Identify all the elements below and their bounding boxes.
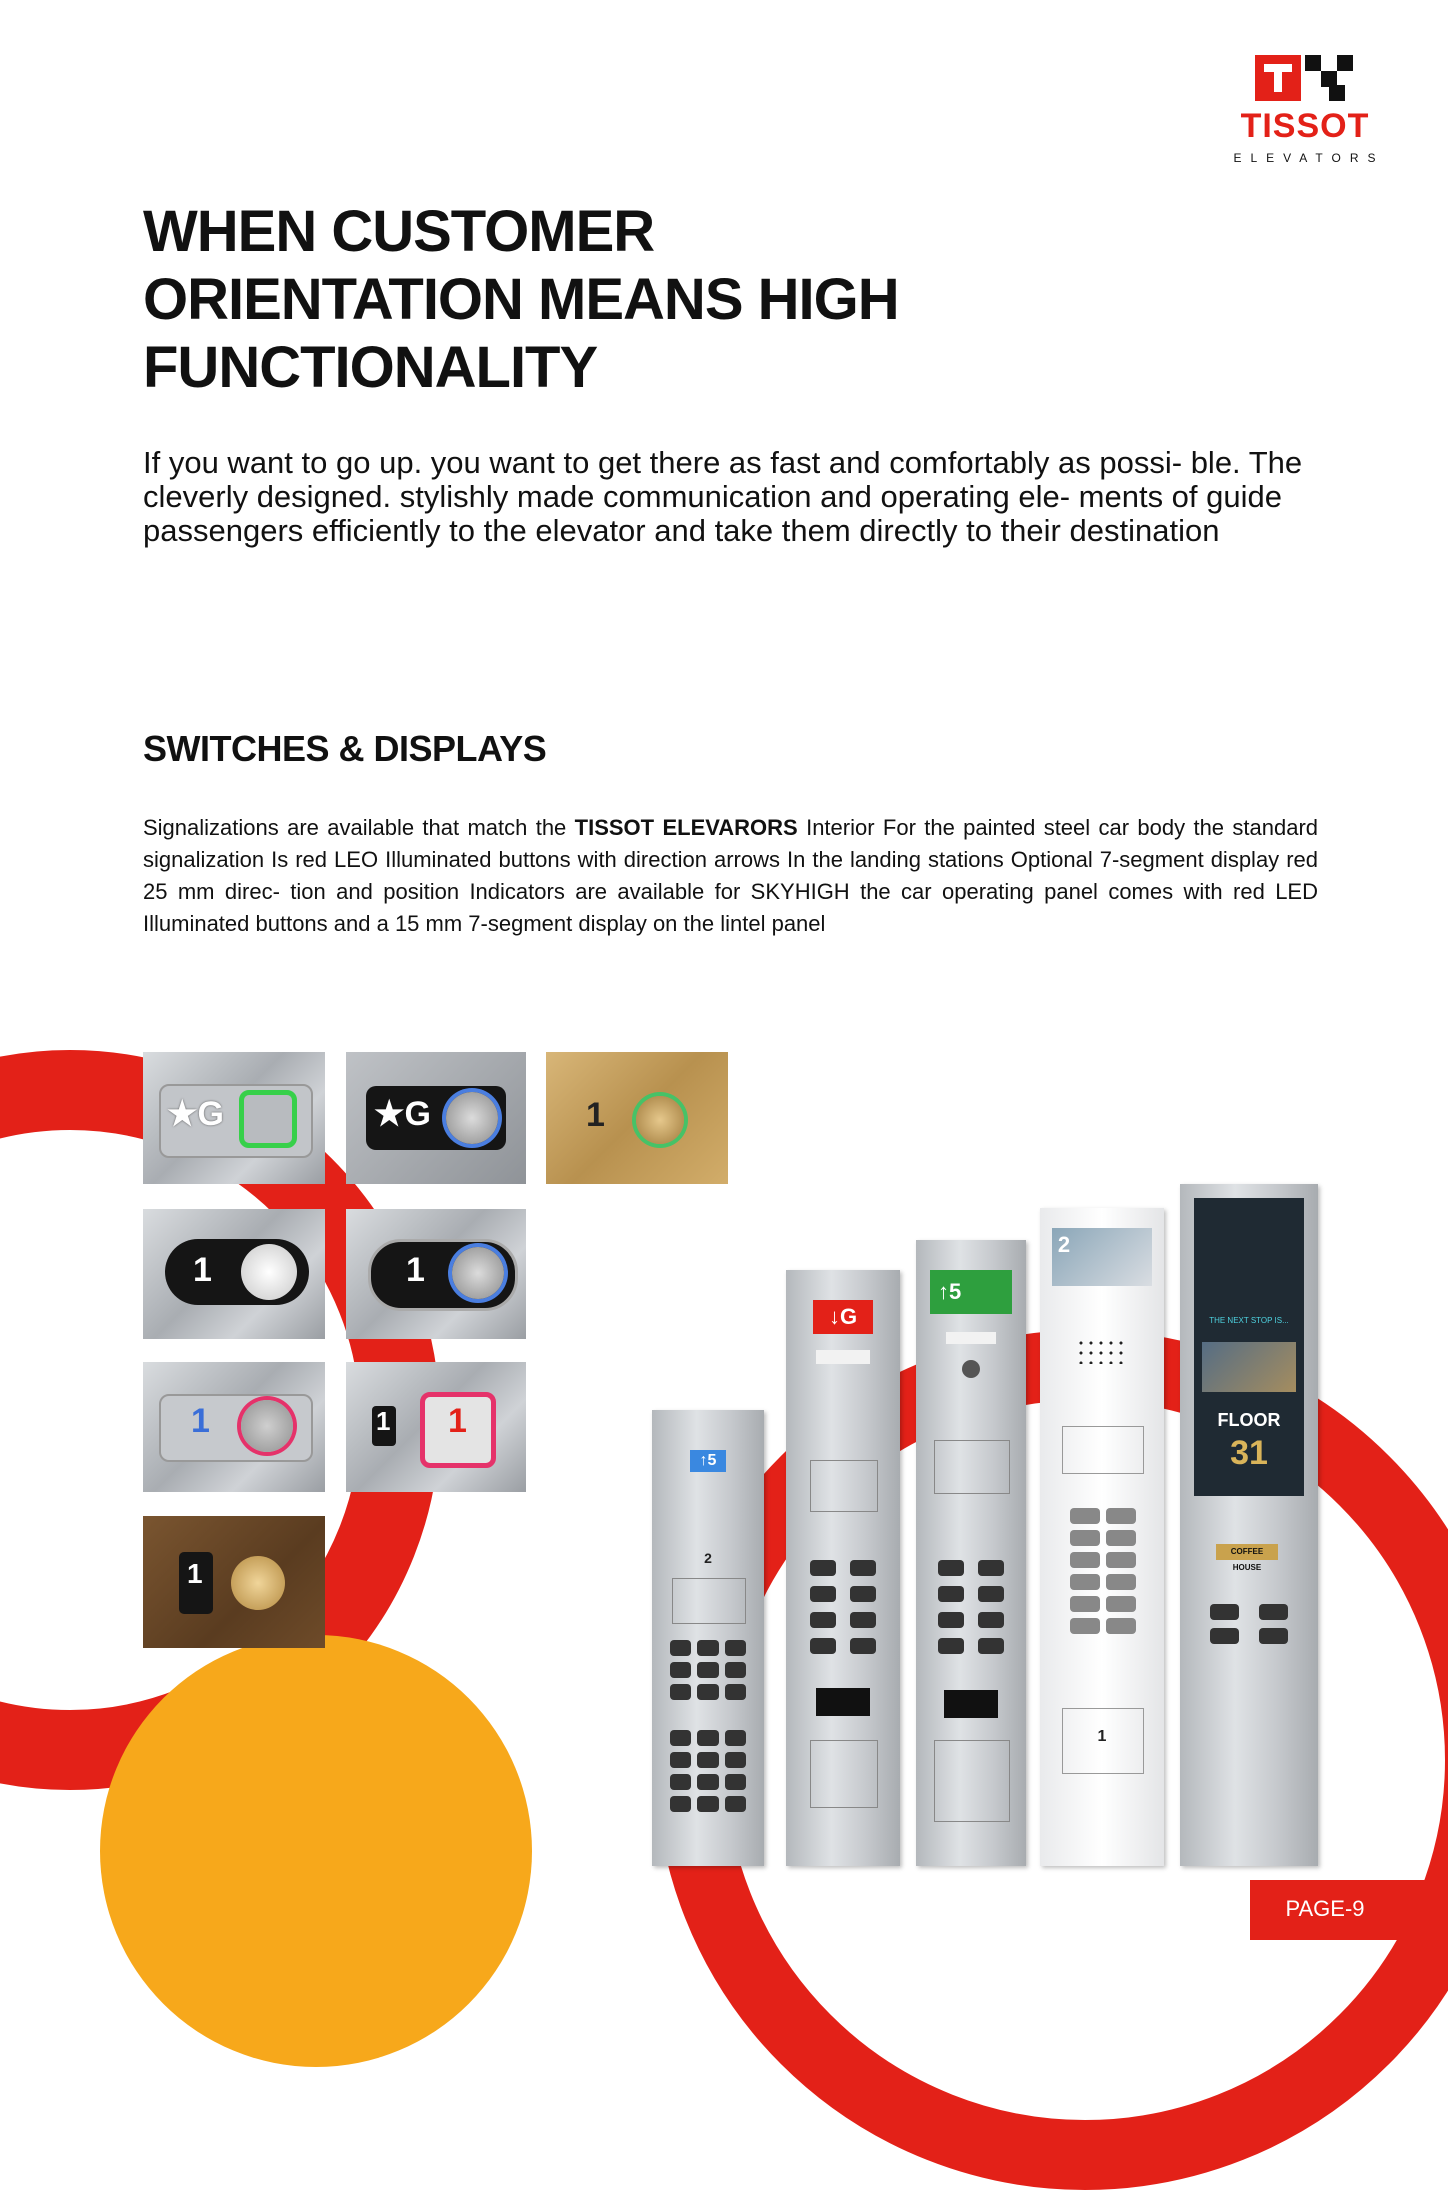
- floor-1-label-5: 1: [376, 1406, 391, 1436]
- button-sample-pill-white: [143, 1209, 325, 1339]
- logo-t-mark: [1255, 55, 1301, 101]
- yellow-circle: [100, 1635, 532, 2067]
- star-g-label-2: ★G: [374, 1095, 431, 1133]
- panel-2-display: ↓G: [813, 1300, 873, 1334]
- button-sample-black-blue: [346, 1052, 526, 1184]
- floor-1-label-2: 1: [193, 1251, 212, 1289]
- panel-5-floor-label: FLOOR: [1217, 1410, 1281, 1430]
- panel-3-display: ↑5: [930, 1270, 1012, 1314]
- section-title: SWITCHES & DISPLAYS: [143, 728, 547, 769]
- floor-1-label: 1: [586, 1096, 605, 1134]
- intro-paragraph: If you want to go up. you want to get there as fast and comfortably as possi- ble. The cleverly designed. stylishly made communication and operating ele- ments of guide passengers efficiently to the elevator and take them directly to their destination: [143, 445, 1303, 548]
- star-g-label: ★G: [167, 1095, 224, 1133]
- panel-4-floor: 1: [1097, 1728, 1107, 1745]
- page-number: PAGE-9: [1285, 1896, 1365, 1921]
- section-body: Signalizations are available that match the TISSOT ELEVARORS Interior For the painted steel car body the standard signalization Is red LEO Illuminated buttons with direction arrows In the landing stations Optional 7-segment display red 25 mm direc- tion and position Indicators are available for SKYHIGH the car operating panel comes with red LED Illuminated buttons and a 15 mm 7-segment display on the lintel panel: [143, 815, 1319, 936]
- panel-5-floor-number: 31: [1230, 1434, 1268, 1472]
- brand-mention: TISSOT ELEVARORS: [574, 815, 798, 840]
- button-sample-red-ring: [143, 1362, 325, 1492]
- operating-panel-1: [652, 1410, 764, 1866]
- operating-panel-4: [1040, 1208, 1164, 1866]
- tissot-logo: [1225, 55, 1385, 175]
- page-headline: WHEN CUSTOMER ORIENTATION MEANS HIGH FUNCTIONALITY: [143, 199, 899, 400]
- floor-1-label-4: 1: [191, 1402, 210, 1440]
- brand-tagline: ELEVATORS: [1233, 151, 1385, 165]
- button-sample-gold: [546, 1052, 728, 1184]
- floor-1-label-3: 1: [406, 1251, 425, 1289]
- panel-1-floor: 2: [704, 1550, 712, 1566]
- brand-name: TISSOT: [1240, 107, 1370, 145]
- panel-5-tag: COFFEE HOUSE: [1216, 1544, 1278, 1560]
- button-sample-square-pink: 1 1: [346, 1362, 526, 1492]
- operating-panel-3: [916, 1240, 1026, 1866]
- operating-panel-5: [1180, 1184, 1318, 1866]
- button-sample-bronze: [143, 1516, 325, 1648]
- panel-4-display: 2: [1057, 1232, 1071, 1257]
- panel-5-next-stop: THE NEXT STOP IS...: [1209, 1316, 1289, 1325]
- button-sample-steel-green: [143, 1052, 325, 1184]
- button-sample-pill-blue: [346, 1209, 526, 1339]
- panel-1-display: ↑5: [690, 1450, 726, 1472]
- floor-1-label-6: 1: [187, 1558, 203, 1589]
- operating-panel-2: [786, 1270, 900, 1866]
